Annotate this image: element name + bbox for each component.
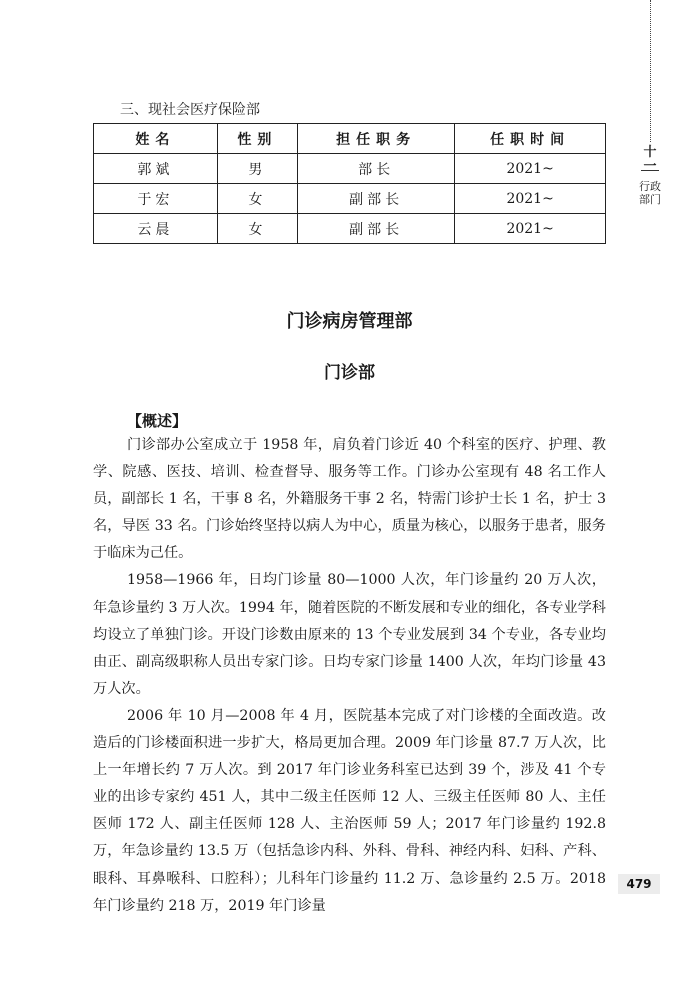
cell-term: 2021~ (455, 214, 606, 244)
cell-gender: 女 (217, 214, 297, 244)
sub-title: 门诊部 (324, 363, 375, 383)
overview-label: 【概述】 (127, 412, 188, 430)
header-gender: 性别 (217, 124, 297, 154)
cell-position: 副部长 (297, 214, 454, 244)
cell-position: 副部长 (297, 184, 454, 214)
table-row (94, 184, 606, 214)
cell-term: 2021~ (455, 184, 606, 214)
sidebar-chapter-number: 十一 (643, 145, 657, 174)
cell-gender: 女 (217, 184, 297, 214)
table-header-row (94, 124, 606, 154)
header-name: 姓名 (94, 124, 218, 154)
paragraph: 1958—1966 年，日均门诊量 80—1000 人次，年门诊量约 20 万人次，年急诊量约 3 万人次。1994 年，随着医院的不断发展和专业的细化，各专业学科均设立了单独门诊。开设门诊数由原来的 13 个专业发展到 34 个专业，各专业均由正、副高级职称人员出专家门诊。日均专家门诊量 1400 人次，年均门诊量 43 万人次。 (93, 572, 606, 697)
paragraph: 2006 年 10 月—2008 年 4 月，医院基本完成了对门诊楼的全面改造。改造后的门诊楼面积进一步扩大，格局更加合理。2009 年门诊量 87.7 万人次，比上一年增长约 7 万人次。到 2017 年门诊业务科室已达到 39 个，涉及 41 个专业的出诊专家约 451 人，其中二级主任医师 12 人、三级主任医师 80 人、主任医师 172 人、副主任医师 128 人、主治医师 59 人；2017 年门诊量约 192.8 万，年急诊量约 13.5 万（包括急诊内科、外科、骨科、神经内科、妇科、产科、眼科、耳鼻喉科、口腔科）；儿科年门诊量约 11.2 万、急诊量约 2.5 万。2018 年门诊量约 218 万，2019 年门诊量 (93, 707, 606, 914)
main-title: 门诊病房管理部 (286, 311, 413, 332)
sidebar-section-title: 行政部门 (639, 180, 661, 206)
sidebar-dotted-line (650, 0, 651, 142)
cell-term: 2021~ (455, 154, 606, 184)
sidebar-divider (641, 170, 659, 171)
cell-name: 于宏 (94, 184, 218, 214)
paragraph: 门诊部办公室成立于 1958 年，肩负着门诊近 40 个科室的医疗、护理、教学、院感、医技、培训、检查督导、服务等工作。门诊办公室现有 48 名工作人员，副部长 1 名，干事 8 名，外籍服务干事 2 名，特需门诊护士长 1 名，护士 3 名，导医 33 名。门诊始终坚持以病人为中心，质量为核心，以服务于患者，服务于临床为己任。 (93, 437, 606, 562)
table-row (94, 214, 606, 244)
table-row (94, 154, 606, 184)
staff-table (93, 123, 606, 244)
page-number: 479 (618, 874, 660, 894)
body-text (93, 432, 606, 920)
staff-section-heading: 三、现社会医疗保险部 (120, 102, 260, 118)
header-position: 担任职务 (297, 124, 454, 154)
header-term: 任职时间 (455, 124, 606, 154)
cell-name: 云晨 (94, 214, 218, 244)
cell-position: 部长 (297, 154, 454, 184)
cell-gender: 男 (217, 154, 297, 184)
cell-name: 郭斌 (94, 154, 218, 184)
